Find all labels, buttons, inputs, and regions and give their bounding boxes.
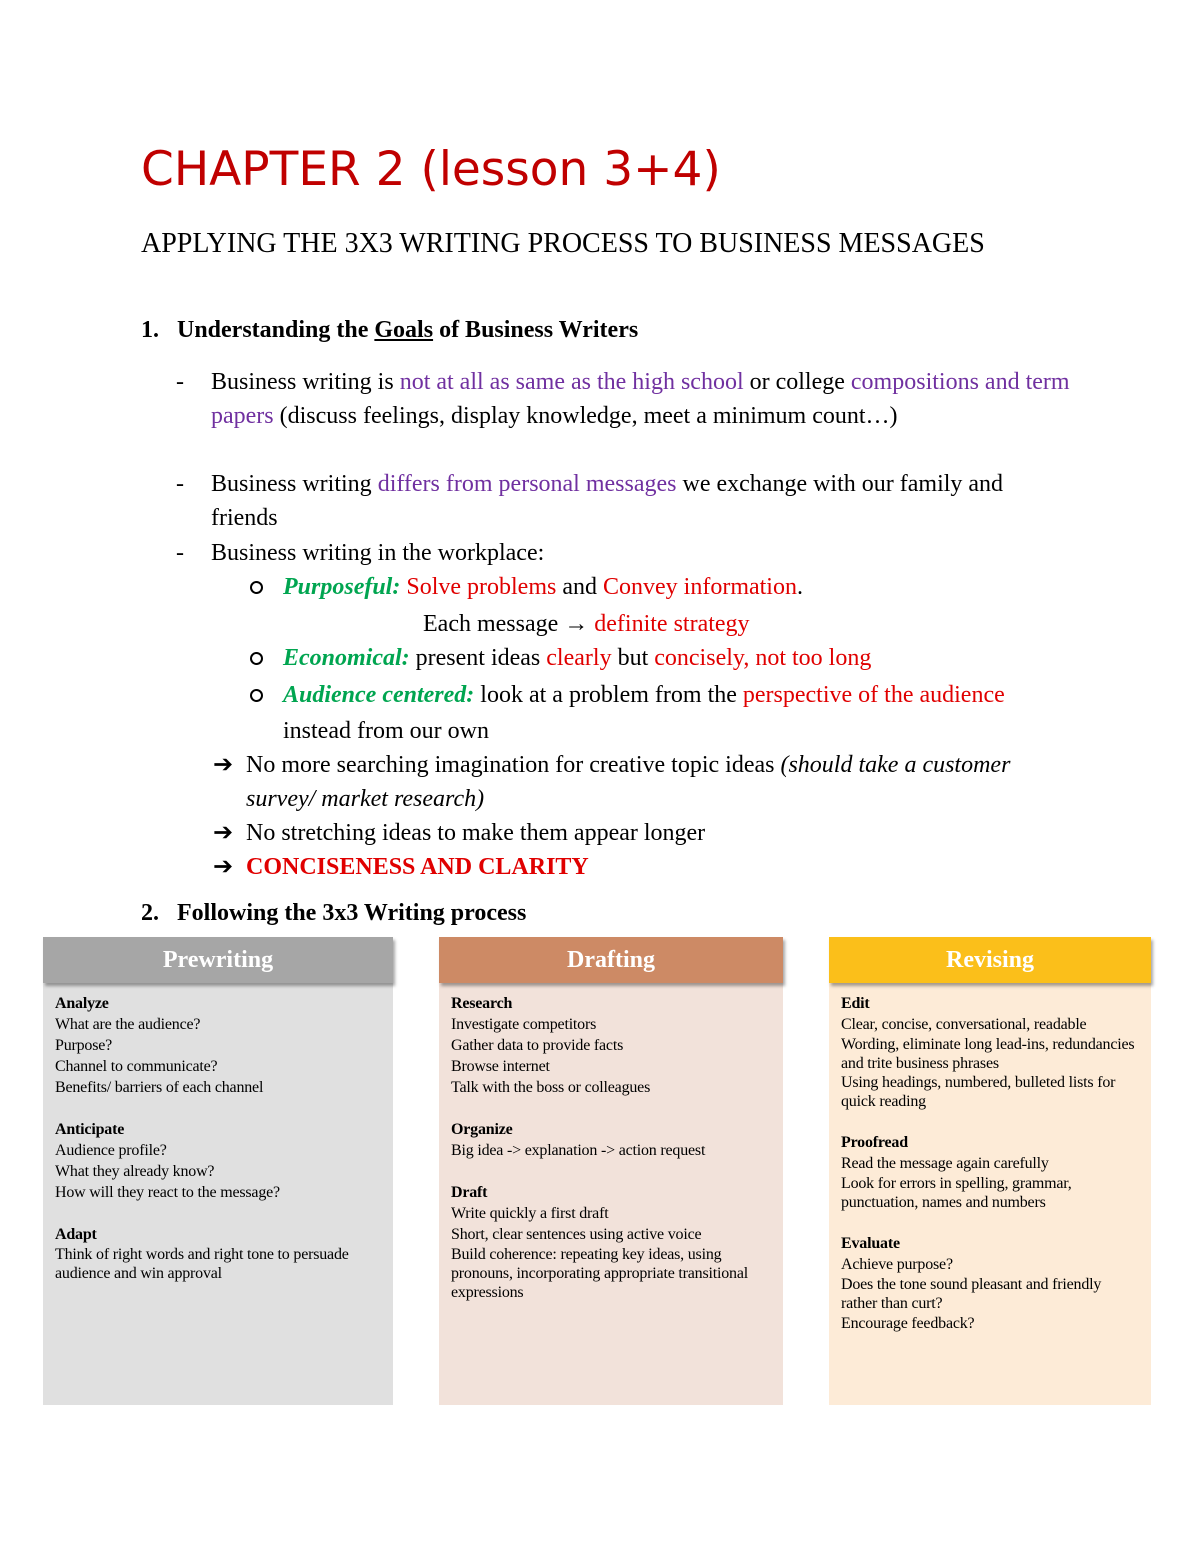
section-1-number: 1.	[141, 317, 159, 343]
adapt-section	[55, 1224, 383, 1283]
revising-heading: Revising	[829, 937, 1151, 983]
proofread-title: Proofread	[841, 1134, 908, 1151]
organize-title: Organize	[451, 1121, 513, 1138]
audience-label: Audience centered:	[283, 682, 475, 708]
section-2-text: Following the 3x3 Writing process	[177, 900, 527, 926]
arrow-2-text: No stretching ideas to make them appear longer	[246, 820, 706, 846]
prewriting-heading: Prewriting	[43, 937, 393, 983]
draft-line: Write quickly a first draft	[451, 1205, 609, 1222]
proofread-line: Read the message again carefully	[841, 1155, 1049, 1172]
edit-line: Using headings, numbered, bulleted lists for quick reading	[841, 1074, 1116, 1110]
draft-line: Short, clear sentences using active voice	[451, 1226, 702, 1243]
economical-red-1: clearly	[546, 645, 612, 671]
section-1-text-before: Understanding the	[177, 317, 375, 343]
drafting-heading: Drafting	[439, 937, 783, 983]
section-1-heading	[141, 317, 638, 344]
section-1-underlined: Goals	[374, 317, 434, 343]
bullet-3-text: Business writing in the workplace:	[211, 540, 545, 566]
purposeful-period: .	[796, 574, 803, 600]
research-line: Investigate competitors	[451, 1016, 597, 1033]
analyze-line: Channel to communicate?	[55, 1058, 218, 1075]
arrow-right-icon: ➔	[213, 752, 234, 778]
bullet-1-text	[211, 365, 1071, 433]
evaluate-line: Does the tone sound pleasant and friendly rather than curt?	[841, 1276, 1102, 1312]
arrow-3-text: CONCISENESS AND CLARITY	[246, 854, 589, 880]
proofread-section	[841, 1132, 1141, 1212]
analyze-title: Analyze	[55, 995, 109, 1012]
anticipate-line: Audience profile?	[55, 1142, 167, 1159]
purposeful-red-2: Convey information	[603, 574, 797, 600]
adapt-line: Think of right words and right tone to persuade audience and win approval	[55, 1246, 349, 1282]
purposeful-strategy-line	[423, 607, 750, 641]
arrow-item-1	[213, 748, 1053, 816]
purposeful-and: and	[556, 574, 603, 600]
audience-part-1: look at a problem from the	[474, 682, 743, 708]
page-title: CHAPTER 2 (lesson 3+4)	[141, 142, 721, 197]
economical-label: Economical:	[283, 645, 410, 671]
chapter-subtitle: APPLYING THE 3X3 WRITING PROCESS TO BUSINESS MESSAGES	[141, 228, 985, 259]
research-line: Browse internet	[451, 1058, 550, 1075]
bullet-2-part-2: we exchange with our family and friends	[211, 471, 1004, 531]
subitem-economical	[283, 641, 1043, 675]
anticipate-line: How will they react to the message?	[55, 1184, 280, 1201]
audience-part-2: instead from our own	[283, 718, 489, 744]
bullet-1-part-1: Business writing is	[211, 369, 400, 395]
bullet-dash-1: -	[176, 369, 184, 395]
organize-section	[451, 1119, 773, 1161]
section-1-text-after: of Business Writers	[433, 317, 639, 343]
arrow-item-3	[213, 850, 1053, 884]
bullet-1-highlight-2: compositions and term papers	[211, 369, 1070, 429]
economical-part-2: but	[611, 645, 655, 671]
anticipate-title: Anticipate	[55, 1121, 125, 1138]
purposeful-label: Purposeful:	[283, 574, 401, 600]
organize-line: Big idea -> explanation -> action request	[451, 1142, 706, 1159]
circle-bullet-icon	[250, 581, 263, 594]
strategy-text: Each message	[423, 611, 565, 637]
bullet-dash-2: -	[176, 471, 184, 497]
bullet-dash-3: -	[176, 540, 184, 566]
bullet-2-part-1: Business writing	[211, 471, 378, 497]
arrow-right-icon: ➔	[213, 820, 234, 846]
analyze-line: What are the audience?	[55, 1016, 201, 1033]
bullet-1-highlight-1: not at all as same as the high school	[399, 369, 744, 395]
economical-red-2: concisely, not too long	[654, 645, 872, 671]
circle-bullet-icon	[250, 689, 263, 702]
bullet-2-highlight: differs from personal messages	[377, 471, 677, 497]
subitem-audience	[283, 677, 1043, 749]
research-line: Talk with the boss or colleagues	[451, 1079, 651, 1096]
drafting-box-body	[439, 983, 783, 1405]
edit-title: Edit	[841, 995, 870, 1012]
draft-title: Draft	[451, 1184, 488, 1201]
strategy-red: definite strategy	[594, 611, 750, 637]
arrow-1-text: No more searching imagination for creative topic ideas	[246, 752, 781, 778]
draft-section	[451, 1182, 773, 1302]
analyze-line: Benefits/ barriers of each channel	[55, 1079, 264, 1096]
evaluate-line: Encourage feedback?	[841, 1315, 975, 1332]
edit-line: Wording, eliminate long lead-ins, redundancies and trite business phrases	[841, 1036, 1135, 1072]
circle-bullet-icon	[250, 652, 263, 665]
evaluate-line: Achieve purpose?	[841, 1256, 953, 1273]
evaluate-section	[841, 1233, 1141, 1334]
edit-line: Clear, concise, conversational, readable	[841, 1016, 1087, 1033]
economical-part-1: present ideas	[409, 645, 547, 671]
edit-section	[841, 993, 1141, 1111]
bullet-1-part-3: (discuss feelings, display knowledge, meet a minimum count…)	[273, 403, 898, 429]
section-2-heading	[141, 900, 526, 927]
adapt-title: Adapt	[55, 1226, 97, 1243]
anticipate-line: What they already know?	[55, 1163, 215, 1180]
arrow-right-icon: ➔	[213, 854, 234, 880]
proofread-line: Look for errors in spelling, grammar, punctuation, names and numbers	[841, 1175, 1072, 1211]
research-section	[451, 993, 773, 1098]
right-arrow-icon: →	[564, 611, 589, 637]
draft-line: Build coherence: repeating key ideas, using pronouns, incorporating appropriate transitional expressions	[451, 1246, 748, 1301]
evaluate-title: Evaluate	[841, 1235, 900, 1252]
analyze-section	[55, 993, 383, 1098]
research-title: Research	[451, 995, 513, 1012]
purposeful-red-1: Solve problems	[406, 574, 557, 600]
anticipate-section	[55, 1119, 383, 1203]
bullet-2-text	[211, 467, 1071, 535]
bullet-1-part-2: or college	[743, 369, 851, 395]
arrow-1-italic: (should take a customer survey/ market research)	[246, 752, 1011, 812]
research-line: Gather data to provide facts	[451, 1037, 624, 1054]
analyze-line: Purpose?	[55, 1037, 113, 1054]
section-2-number: 2.	[141, 900, 159, 926]
revising-box-body	[829, 983, 1151, 1405]
audience-red: perspective of the audience	[742, 682, 1005, 708]
subitem-purposeful	[283, 570, 1043, 604]
prewriting-box-body	[43, 983, 393, 1405]
arrow-item-2	[213, 816, 1053, 850]
